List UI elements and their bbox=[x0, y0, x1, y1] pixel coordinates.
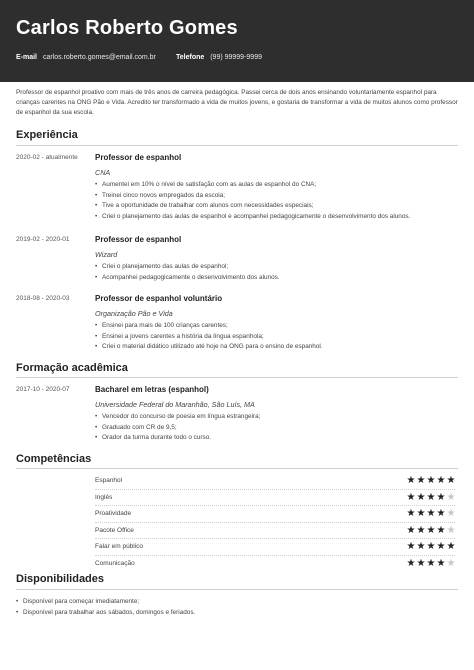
star-icon: ★ bbox=[416, 508, 426, 520]
skill-row bbox=[95, 508, 455, 520]
star-icon: ★ bbox=[406, 558, 416, 569]
star-icon: ★ bbox=[406, 508, 416, 520]
list-item: • Tive a oportunidade de trabalhar com alunos com necessidades especiais; bbox=[95, 201, 410, 212]
skill-name: Falar em público bbox=[95, 543, 144, 551]
entry-bullets bbox=[95, 321, 323, 353]
list-item: • Ensinei para mais de 100 crianças carentes; bbox=[95, 321, 323, 332]
phone-contact bbox=[176, 54, 262, 61]
list-item: • Criei o planejamento das aulas de espanhol; bbox=[95, 262, 280, 273]
section-title-skills: Competências bbox=[16, 453, 92, 465]
section-title-education: Formação acadêmica bbox=[16, 362, 128, 374]
list-item: • Vencedor do concurso de poesia em língua estrangeira; bbox=[95, 412, 260, 423]
list-item: • Orador da turma durante todo o curso. bbox=[95, 433, 260, 444]
email-label: E-mail bbox=[16, 54, 38, 61]
star-icon: ★ bbox=[416, 524, 426, 536]
skill-divider bbox=[95, 538, 455, 539]
entry-organization: Organização Pão e Vida bbox=[95, 309, 173, 318]
star-icon: ★ bbox=[426, 475, 436, 486]
entry-bullets bbox=[95, 412, 260, 444]
list-item: • Criei o planejamento das aulas de espanhol e acompanhei pedagogicamente o desenvolvimento dos alunos. bbox=[95, 212, 410, 223]
entry-dates: 2019-02 - 2020-01 bbox=[16, 236, 70, 243]
email-value: carlos.roberto.gomes@email.com.br bbox=[42, 54, 156, 61]
star-icon: ★ bbox=[416, 475, 426, 486]
star-icon: ★ bbox=[416, 558, 426, 569]
skill-divider bbox=[95, 489, 455, 490]
star-icon: ★ bbox=[436, 475, 446, 486]
entry-role: Bacharel em letras (espanhol) bbox=[95, 385, 209, 394]
skill-row bbox=[95, 541, 455, 553]
availability-list bbox=[16, 597, 195, 618]
section-title-availability: Disponibilidades bbox=[16, 573, 105, 585]
star-icon: ★ bbox=[436, 508, 446, 520]
phone-value: (99) 99999-9999 bbox=[210, 54, 262, 61]
list-item: • Ensinei a jovens carentes a história da língua espanhola; bbox=[95, 332, 323, 343]
star-icon: ★ bbox=[436, 558, 446, 569]
skill-rating bbox=[406, 558, 456, 570]
skill-name: Pacote Office bbox=[95, 526, 134, 534]
star-icon: ★ bbox=[436, 491, 446, 503]
phone-label: Telefone bbox=[176, 54, 205, 61]
entry-bullets bbox=[95, 262, 280, 283]
section-title-experience: Experiência bbox=[16, 129, 78, 141]
entry-organization: Wizard bbox=[95, 250, 118, 259]
entry-organization: CNA bbox=[95, 168, 111, 177]
list-item: • Aumentei em 10% o nível de satisfação com as aulas de espanhol do CNA; bbox=[95, 180, 410, 191]
email-contact bbox=[16, 54, 156, 61]
section-divider bbox=[16, 589, 458, 590]
skill-rating bbox=[406, 525, 456, 537]
skill-row bbox=[95, 492, 455, 504]
star-icon: ★ bbox=[416, 491, 426, 503]
star-icon: ★ bbox=[436, 524, 446, 536]
entry-dates: 2018-08 - 2020-03 bbox=[16, 295, 70, 302]
resume-header bbox=[0, 0, 474, 82]
list-item: • Disponível para começar imediatamente; bbox=[16, 597, 195, 608]
entry-dates: 2020-02 - atualmente bbox=[16, 154, 78, 161]
skill-name: Inglês bbox=[95, 493, 113, 501]
entry-organization: Universidade Federal do Maranhão, São Luís, MA bbox=[95, 400, 255, 409]
skill-name: Espanhol bbox=[95, 477, 123, 484]
section-divider bbox=[16, 145, 458, 146]
star-icon: ★ bbox=[426, 558, 436, 569]
skill-rating bbox=[406, 508, 456, 520]
star-icon: ★ bbox=[446, 475, 456, 486]
profile-summary: Professor de espanhol proativo com mais de três anos de carreira pedagógica. Passei cerca de dois anos ensinando voluntariamente espanhol para crianças carentes na ONG Pão e Vida. Acredito ter transformado a vida de muitos jovens, e gostaria de transformar a vida de muitos alunos como professor de espanhol da sua escola. bbox=[16, 89, 458, 116]
star-icon: ★ bbox=[416, 541, 426, 553]
star-icon: ★ bbox=[426, 524, 436, 536]
star-icon: ★ bbox=[446, 558, 456, 569]
section-divider bbox=[16, 377, 458, 378]
star-icon: ★ bbox=[406, 475, 416, 486]
list-item: • Graduado com CR de 9,5; bbox=[95, 423, 260, 434]
skill-row bbox=[95, 525, 455, 537]
skill-divider bbox=[95, 505, 455, 506]
skill-rating bbox=[406, 475, 456, 487]
skill-name: Proatividade bbox=[95, 510, 132, 518]
entry-role: Professor de espanhol voluntário bbox=[95, 294, 223, 303]
star-icon: ★ bbox=[426, 508, 436, 520]
entry-dates: 2017-10 - 2020-07 bbox=[16, 386, 70, 393]
star-icon: ★ bbox=[406, 524, 416, 536]
skill-row bbox=[95, 475, 455, 487]
list-item: • Acompanhei pedagogicamente o desenvolvimento dos alunos. bbox=[95, 273, 280, 284]
star-icon: ★ bbox=[446, 491, 456, 503]
list-item: • Criei o material didático utilizado até hoje na ONG para o ensino de espanhol. bbox=[95, 342, 323, 353]
skill-row bbox=[95, 558, 455, 570]
star-icon: ★ bbox=[446, 508, 456, 520]
skill-rating bbox=[406, 492, 456, 504]
star-icon: ★ bbox=[426, 491, 436, 503]
section-divider bbox=[16, 468, 458, 469]
list-item: • Disponível para trabalhar aos sábados, domingos e feriados. bbox=[16, 608, 195, 619]
star-icon: ★ bbox=[436, 541, 446, 553]
star-icon: ★ bbox=[446, 541, 456, 553]
entry-role: Professor de espanhol bbox=[95, 235, 182, 244]
entry-bullets bbox=[95, 180, 410, 223]
list-item: • Treinei cinco novos empregados da escola; bbox=[95, 191, 410, 202]
star-icon: ★ bbox=[406, 541, 416, 553]
star-icon: ★ bbox=[446, 524, 456, 536]
skill-divider bbox=[95, 522, 455, 523]
entry-role: Professor de espanhol bbox=[95, 153, 182, 162]
star-icon: ★ bbox=[406, 491, 416, 503]
candidate-name: Carlos Roberto Gomes bbox=[16, 17, 238, 39]
skill-divider bbox=[95, 555, 455, 556]
star-icon: ★ bbox=[426, 541, 436, 553]
skill-rating bbox=[406, 541, 456, 553]
skill-name: Comunicação bbox=[95, 560, 135, 567]
